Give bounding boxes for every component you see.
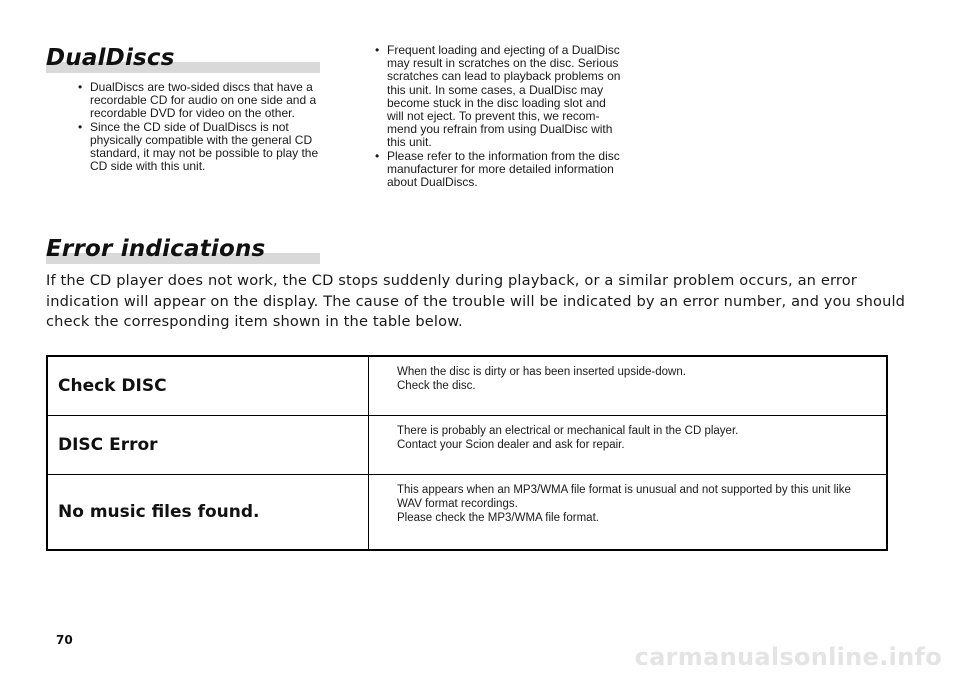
description-line: This appears when an MP3/WMA file format is unusual and not supported by this unit like WAV format recordings. <box>397 484 851 510</box>
table-row <box>47 356 887 416</box>
error-indications-heading <box>46 236 320 266</box>
table-row <box>47 416 887 475</box>
watermark-text: carmanualsonline.info <box>634 643 942 671</box>
error-intro-paragraph: If the CD player does not work, the CD stops suddenly during playback, or a similar problem occurs, an error indication will appear on the display. The cause of the trouble will be indicated by an error number, and you should check the corresponding item shown in the table below. <box>46 272 906 330</box>
table-row <box>47 475 887 551</box>
description-line: Contact your Scion dealer and ask for repair. <box>397 439 625 451</box>
bullet-icon: • <box>375 148 380 163</box>
list-item <box>373 150 625 190</box>
list-item <box>76 121 328 174</box>
page-number: 70 <box>56 633 73 647</box>
error-code-cell: DISC Error <box>47 416 369 475</box>
error-code-cell: Check DISC <box>47 356 369 416</box>
dualdiscs-heading <box>46 45 320 75</box>
dualdiscs-left-list <box>76 81 328 173</box>
error-indications-heading-text: Error indications <box>46 236 266 262</box>
description-line: Please check the MP3/WMA file format. <box>397 512 599 524</box>
list-item-text: Please refer to the information from the disc manufacturer for more detailed information about DualDiscs. <box>387 148 620 190</box>
error-description-cell <box>369 416 888 475</box>
error-code-cell: No music files found. <box>47 475 369 551</box>
description-line: When the disc is dirty or has been inserted upside-down. <box>397 366 686 378</box>
dualdiscs-heading-text: DualDiscs <box>46 45 175 71</box>
dualdiscs-right-list <box>373 44 625 189</box>
error-table <box>46 355 888 551</box>
list-item <box>373 44 625 150</box>
description-line: Check the disc. <box>397 380 476 392</box>
list-item-text: Since the CD side of DualDiscs is not physically compatible with the general CD standard, it may not be possible to play the CD side with this unit. <box>90 119 319 174</box>
error-description-cell <box>369 356 888 416</box>
bullet-icon: • <box>78 80 83 94</box>
description-line: There is probably an electrical or mechanical fault in the CD player. <box>397 425 739 437</box>
error-description-cell <box>369 475 888 551</box>
list-item-text: DualDiscs are two-sided discs that have a recordable CD for audio on one side and a recordable DVD for video on the other. <box>90 80 317 121</box>
list-item <box>76 81 328 121</box>
bullet-icon: • <box>78 119 83 134</box>
bullet-icon: • <box>375 43 380 57</box>
list-item-text: Frequent loading and ejecting of a DualDisc may result in scratches on the disc. Serious scratches can lead to playback problems on this unit. In some cases, a DualDisc may become stuck in the disc loading slot and will not eject. To prevent this, we recom- mend you refrain from using DualDisc with this unit. <box>387 43 621 150</box>
